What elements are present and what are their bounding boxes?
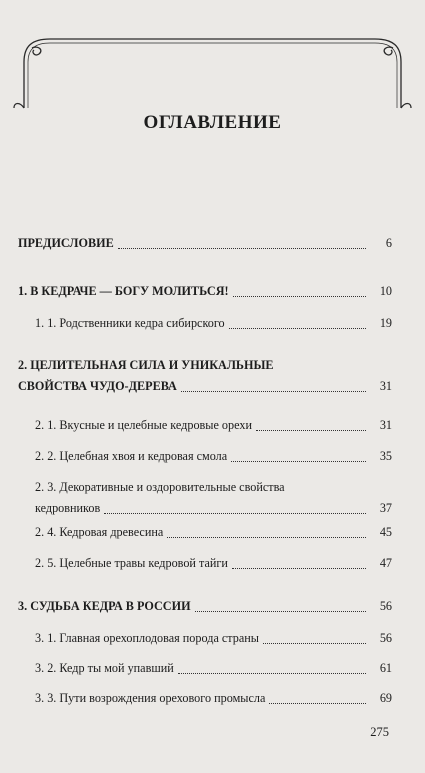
toc-page-number: 31 <box>379 379 392 393</box>
toc-entry-title: 3. СУДЬБА КЕДРА В РОССИИ <box>18 599 191 613</box>
toc-page-number: 19 <box>379 316 392 330</box>
toc-entry-title: 2. ЦЕЛИТЕЛЬНАЯ СИЛА И УНИКАЛЬНЫЕ <box>18 358 274 372</box>
toc-entry-line <box>35 313 392 334</box>
toc-subsection-entry <box>35 658 392 679</box>
toc-page-number: 47 <box>379 556 392 570</box>
dot-leader <box>232 568 366 569</box>
toc-entry-title: 1. 1. Родственники кедра сибирского <box>35 316 225 330</box>
toc-subsection-entry <box>35 446 392 467</box>
dot-leader <box>263 643 366 644</box>
toc-entry-title: 1. В КЕДРАЧЕ — БОГУ МОЛИТЬСЯ! <box>18 284 229 298</box>
ornamental-frame <box>10 36 415 112</box>
toc-entry-title: 3. 2. Кедр ты мой упавший <box>35 661 174 675</box>
toc-section-entry <box>18 233 392 254</box>
dot-leader <box>178 673 366 674</box>
toc-entry-title: 2. 3. Декоративные и оздоровительные свойства <box>35 480 285 494</box>
toc-entry-title: ПРЕДИСЛОВИЕ <box>18 236 114 250</box>
dot-leader <box>231 461 366 462</box>
toc-section-entry <box>18 281 392 302</box>
dot-leader <box>181 391 366 392</box>
toc-subsection-entry <box>35 477 392 519</box>
page-title: ОГЛАВЛЕНИЕ <box>143 112 282 133</box>
dot-leader <box>118 248 366 249</box>
dot-leader <box>269 703 366 704</box>
toc-subsection-entry <box>35 313 392 334</box>
toc-entry-line <box>35 498 392 519</box>
toc-entry-title: 2. 2. Целебная хвоя и кедровая смола <box>35 449 228 463</box>
toc-page-number: 6 <box>385 236 392 250</box>
toc-entry-line <box>18 355 392 376</box>
toc-page-number: 69 <box>379 691 392 705</box>
toc-entry-title: 2. 4. Кедровая древесина <box>35 525 164 539</box>
toc-entry-line <box>18 281 392 302</box>
toc-page-number: 45 <box>379 525 392 539</box>
toc-page-number: 56 <box>379 631 392 645</box>
toc-entry-title: 2. 1. Вкусные и целебные кедровые орехи <box>35 418 252 432</box>
toc-page-number: 35 <box>379 449 392 463</box>
dot-leader <box>104 513 366 514</box>
toc-subsection-entry <box>35 415 392 436</box>
toc-entry-line <box>35 446 392 467</box>
toc-entry-line <box>35 415 392 436</box>
page-number: 275 <box>370 725 389 739</box>
toc-entry-title: СВОЙСТВА ЧУДО-ДЕРЕВА <box>18 379 177 393</box>
toc-entry-title: кедровников <box>35 501 101 515</box>
toc-page-number: 56 <box>379 599 392 613</box>
toc-page-number: 37 <box>379 501 392 515</box>
toc-entry-line <box>35 522 392 543</box>
toc-entry-line <box>35 553 392 574</box>
toc-entry-line <box>18 596 392 617</box>
toc-entry-line <box>35 658 392 679</box>
toc-page-number: 10 <box>379 284 392 298</box>
toc-entry-title: 3. 3. Пути возрождения орехового промысла <box>35 691 266 705</box>
toc-entry-line <box>18 233 392 254</box>
toc-entry-title: 2. 5. Целебные травы кедровой тайги <box>35 556 228 570</box>
toc-entry-line <box>35 688 392 709</box>
dot-leader <box>229 328 366 329</box>
dot-leader <box>233 296 366 297</box>
dot-leader <box>167 537 366 538</box>
toc-subsection-entry <box>35 628 392 649</box>
toc-page-number: 61 <box>379 661 392 675</box>
toc-section-entry <box>18 596 392 617</box>
toc-entry-line <box>35 628 392 649</box>
toc-subsection-entry <box>35 553 392 574</box>
toc-entry-title: 3. 1. Главная орехоплодовая порода страны <box>35 631 259 645</box>
toc-subsection-entry <box>35 522 392 543</box>
toc-subsection-entry <box>35 688 392 709</box>
toc-entry-line <box>18 376 392 397</box>
toc-page-number: 31 <box>379 418 392 432</box>
toc-entry-line <box>35 477 392 498</box>
dot-leader <box>195 611 366 612</box>
dot-leader <box>256 430 366 431</box>
toc-section-entry <box>18 355 392 397</box>
